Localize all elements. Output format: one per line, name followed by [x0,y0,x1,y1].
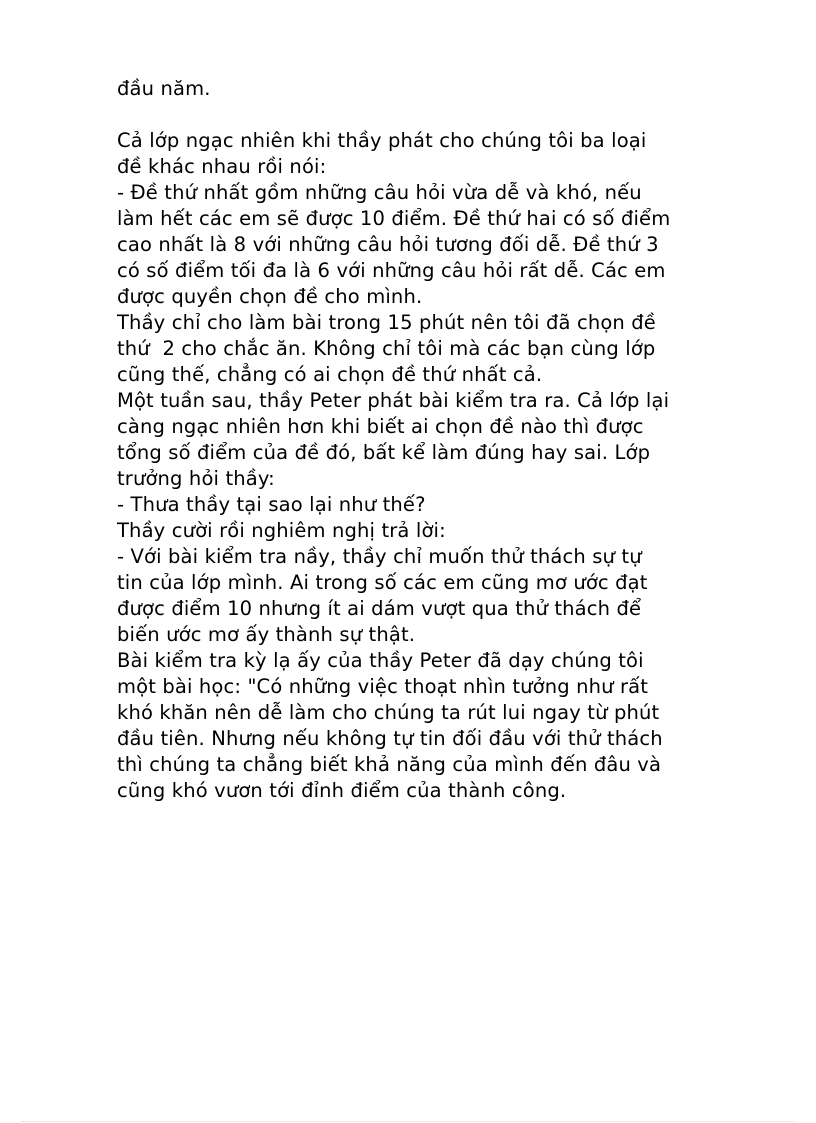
text-line: có số điểm tối đa là 6 với những câu hỏi rất dễ. Các em [117,259,666,282]
text-line: Bài kiểm tra kỳ lạ ấy của thầy Peter đã dạy chúng tôi [117,649,644,672]
text-line: làm hết các em sẽ được 10 điểm. Đề thứ hai có số điểm [117,207,671,230]
text-line: cũng thế, chẳng có ai chọn đề thứ nhất cả. [117,363,543,386]
text-line: trưởng hỏi thầy: [117,467,275,490]
text-line: cũng khó vươn tới đỉnh điểm của thành công. [117,779,567,802]
text-line: một bài học: "Có những việc thoạt nhìn tưởng như rất [117,675,649,698]
text-line: càng ngạc nhiên hơn khi biết ai chọn đề nào thì được [117,415,644,438]
page-bottom-divider [22,1121,794,1122]
text-line: cao nhất là 8 với những câu hỏi tương đối dễ. Đề thứ 3 [117,233,659,256]
blank-line [117,102,767,128]
text-line: biến ước mơ ấy thành sự thật. [117,623,416,646]
text-line: - Với bài kiểm tra nầy, thầy chỉ muốn thử thách sự tự [117,545,642,568]
text-line: thứ 2 cho chắc ăn. Không chỉ tôi mà các bạn cùng lớp [117,337,656,360]
text-line: - Thưa thầy tại sao lại như thế? [117,493,426,516]
text-line: được điểm 10 nhưng ít ai dám vượt qua thử thách để [117,597,642,620]
text-line: Một tuần sau, thầy Peter phát bài kiểm tra ra. Cả lớp lại [117,389,670,412]
text-line: tin của lớp mình. Ai trong số các em cũng mơ ước đạt [117,571,648,594]
text-line: Thầy cười rồi nghiêm nghị trả lời: [117,519,446,542]
text-line: thì chúng ta chẳng biết khả năng của mình đến đâu và [117,753,662,776]
text-line: đầu tiên. Nhưng nếu không tự tin đối đầu với thử thách [117,727,663,750]
text-line: Cả lớp ngạc nhiên khi thầy phát cho chúng tôi ba loại [117,129,647,152]
text-line: đầu năm. [117,77,211,100]
text-line: Thầy chỉ cho làm bài trong 15 phút nên tôi đã chọn đề [117,311,656,334]
document-body [117,76,767,804]
text-line: đề khác nhau rồi nói: [117,155,327,178]
text-line: - Đề thứ nhất gồm những câu hỏi vừa dễ và khó, nếu [117,181,642,204]
text-line: khó khăn nên dễ làm cho chúng ta rút lui ngay từ phút [117,701,660,724]
text-line: tổng số điểm của đề đó, bất kể làm đúng hay sai. Lớp [117,441,651,464]
text-line: được quyền chọn đề cho mình. [117,285,423,308]
